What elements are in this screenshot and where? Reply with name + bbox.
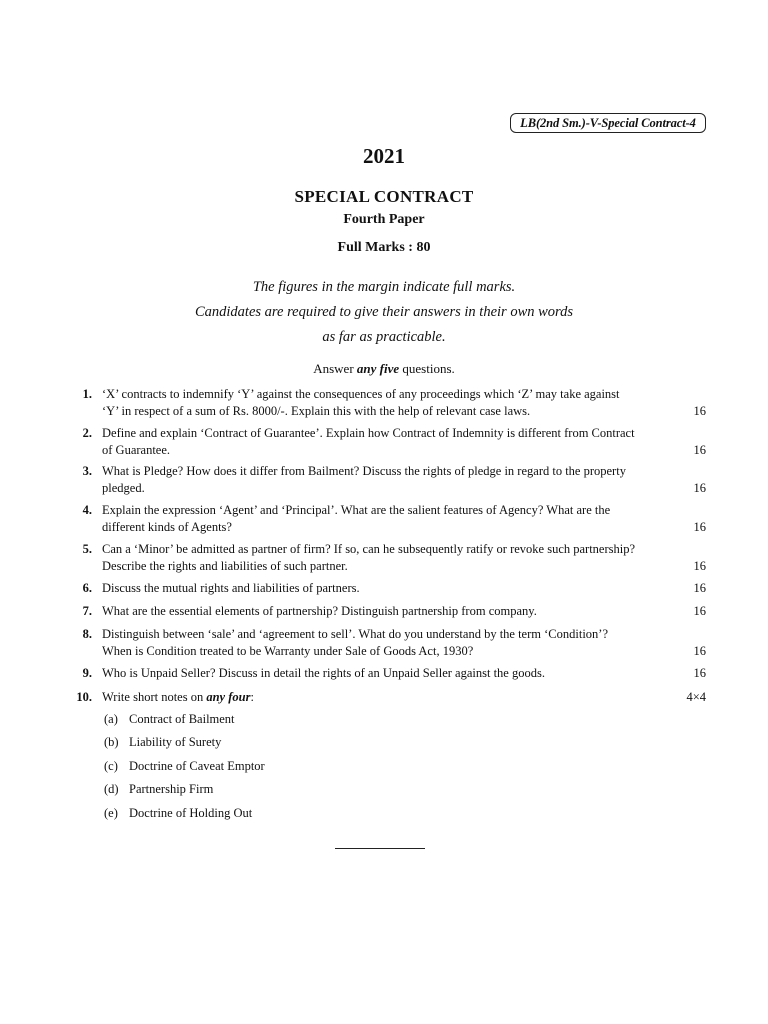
question-marks: 16	[693, 643, 706, 658]
question-text: Discuss the mutual rights and liabilities of partners.	[102, 581, 360, 595]
short-note-item	[104, 758, 265, 774]
short-note-text: Partnership Firm	[129, 782, 214, 796]
question-marks: 16	[693, 480, 706, 495]
short-note-label: (e)	[104, 806, 118, 820]
question-number: 7.	[82, 604, 92, 618]
question-text-line-1: ‘X’ contracts to indemnify ‘Y’ against the consequences of any proceedings which ‘Z’ may take against	[102, 387, 620, 401]
question-text-line-1: Define and explain ‘Contract of Guarantee’. Explain how Contract of Indemnity is different from Contract	[102, 426, 635, 440]
answer-suffix: questions.	[399, 361, 455, 376]
question-number: 3.	[82, 464, 92, 478]
subject-title: SPECIAL CONTRACT	[294, 187, 474, 206]
question-number: 2.	[82, 426, 92, 440]
question-text-line-2: pledged.	[102, 480, 145, 495]
question-suffix: :	[250, 690, 254, 704]
question-text-line-1: Distinguish between ‘sale’ and ‘agreement to sell’. What do you understand by the term ‘Condition’?	[102, 627, 608, 641]
question-marks: 16	[693, 581, 706, 595]
question-number: 9.	[82, 666, 92, 680]
question-text-line-2: different kinds of Agents?	[102, 519, 232, 534]
paper-code: LB(2nd Sm.)-V-Special Contract-4	[520, 115, 696, 130]
question-text: What are the essential elements of partnership? Distinguish partnership from company.	[102, 604, 537, 618]
question-text-line-2: of Guarantee.	[102, 442, 171, 457]
exam-year: 2021	[363, 144, 405, 168]
short-note-text: Liability of Surety	[129, 735, 222, 749]
short-note-label: (d)	[104, 782, 119, 796]
short-note-label: (c)	[104, 759, 118, 773]
short-note-label: (b)	[104, 735, 119, 749]
instruction-line-3: as far as practicable.	[322, 329, 446, 345]
question-number: 8.	[82, 627, 92, 641]
question-marks: 16	[693, 519, 706, 534]
question-prefix: Write short notes on	[102, 690, 207, 704]
question-text	[102, 689, 254, 706]
question-number: 4.	[82, 503, 92, 517]
question-text-line-1: What is Pledge? How does it differ from Bailment? Discuss the rights of pledge in regard to the property	[102, 464, 626, 478]
question-text-line-2: ‘Y’ in respect of a sum of Rs. 8000/-. Explain this with the help of relevant case laws.	[102, 403, 531, 418]
question-marks: 16	[693, 604, 706, 618]
question-number: 6.	[82, 581, 92, 595]
question-marks: 4×4	[686, 690, 706, 704]
short-note-item	[104, 781, 213, 797]
short-note-label: (a)	[104, 712, 118, 726]
answer-prefix: Answer	[313, 361, 357, 376]
end-rule	[335, 848, 425, 849]
question-number: 1.	[82, 387, 92, 401]
instruction-line-2: Candidates are required to give their answers in their own words	[194, 304, 574, 320]
short-note-item	[104, 805, 252, 821]
paper-code-box	[510, 113, 706, 133]
short-note-text: Contract of Bailment	[129, 712, 235, 726]
answer-emphasis: any five	[356, 361, 400, 376]
question-number: 10.	[76, 690, 92, 704]
question-text-line-2: Describe the rights and liabilities of such partner.	[102, 558, 348, 573]
full-marks: Full Marks : 80	[337, 240, 431, 255]
question-text-line-1: Explain the expression ‘Agent’ and ‘Principal’. What are the salient features of Agency? What are the	[102, 503, 611, 517]
question-text-line-2: When is Condition treated to be Warranty under Sale of Goods Act, 1930?	[102, 643, 474, 658]
instruction-line-1: The figures in the margin indicate full marks.	[252, 279, 516, 295]
question-emphasis: any four	[206, 690, 251, 704]
question-text-line-1: Can a ‘Minor’ be admitted as partner of firm? If so, can he subsequently ratify or revoke such partnership?	[102, 542, 636, 556]
question-marks: 16	[693, 403, 706, 418]
answer-instruction	[0, 361, 768, 377]
question-number: 5.	[82, 542, 92, 556]
question-text: Who is Unpaid Seller? Discuss in detail the rights of an Unpaid Seller against the goods.	[102, 666, 545, 680]
question-marks: 16	[693, 558, 706, 573]
short-note-item	[104, 734, 221, 750]
question-marks: 16	[693, 666, 706, 680]
paper-name: Fourth Paper	[343, 212, 425, 227]
short-note-text: Doctrine of Holding Out	[129, 806, 253, 820]
question-marks: 16	[693, 442, 706, 457]
short-note-item	[104, 711, 235, 727]
short-note-text: Doctrine of Caveat Emptor	[129, 759, 265, 773]
